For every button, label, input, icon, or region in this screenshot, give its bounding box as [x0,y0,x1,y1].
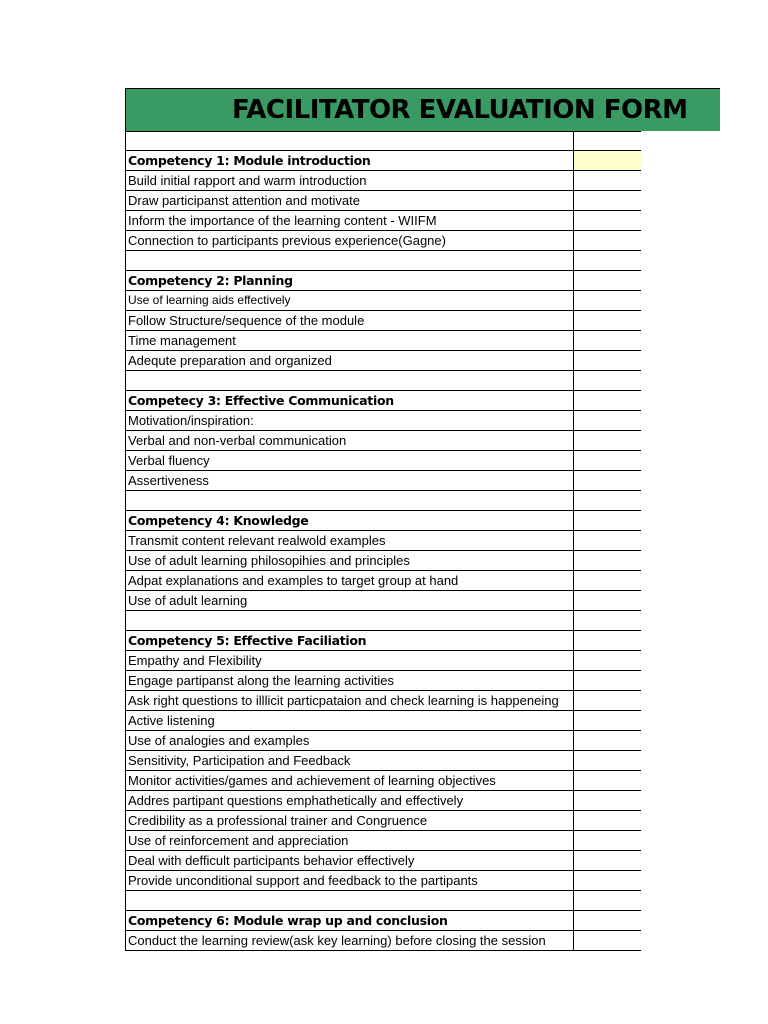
criterion-text: Time management [128,333,236,348]
criterion-label-cell [126,671,574,690]
criterion-text: Engage partipanst along the learning activities [128,673,394,688]
criterion-text: Build initial rapport and warm introduction [128,173,367,188]
criterion-text: Use of learning aids effectively [128,293,291,307]
criterion-text: Ask right questions to illlicit particpataion and check learning is happeneing [128,693,559,708]
criterion-label-cell [126,731,574,750]
competency-heading-row [126,151,641,171]
competency-title: Competency 6: Module wrap up and conclusion [128,913,448,928]
score-cell[interactable] [574,551,641,570]
criterion-row [126,731,641,751]
criterion-label-cell [126,811,574,830]
score-cell[interactable] [574,831,641,850]
score-cell[interactable] [574,391,641,410]
criterion-text: Conduct the learning review(ask key learning) before closing the session [128,933,546,948]
criterion-text: Use of analogies and examples [128,733,310,748]
score-cell[interactable] [574,431,641,450]
criterion-text: Follow Structure/sequence of the module [128,313,365,328]
criterion-label-cell [126,931,574,950]
score-cell[interactable] [574,871,641,890]
criterion-row [126,171,641,191]
score-cell[interactable] [574,471,641,490]
criterion-label-cell [126,191,574,210]
score-cell[interactable] [574,251,641,270]
criterion-row [126,451,641,471]
score-cell[interactable] [574,291,641,310]
score-cell[interactable] [574,491,641,510]
score-cell[interactable] [574,751,641,770]
criterion-text: Empathy and Flexibility [128,653,262,668]
criterion-label-cell [126,531,574,550]
criterion-label-cell [126,711,574,730]
criterion-text: Deal with defficult participants behavior effectively [128,853,415,868]
score-cell[interactable] [574,631,641,650]
criterion-text: Verbal and non-verbal communication [128,433,347,448]
score-cell[interactable] [574,371,641,390]
competency-heading-row [126,911,641,931]
criterion-text: Adequte preparation and organized [128,353,332,368]
form-title: FACILITATOR EVALUATION FORM [232,95,688,125]
criterion-text: Connection to participants previous experience(Gagne) [128,233,446,248]
score-cell[interactable] [574,591,641,610]
criterion-label-cell [126,891,574,910]
criterion-text: Verbal fluency [128,453,210,468]
score-cell[interactable] [574,132,641,150]
blank-row [126,251,641,271]
criterion-row [126,811,641,831]
title-header-band [125,88,720,131]
criterion-label-cell [126,611,574,630]
score-cell[interactable] [574,731,641,750]
criterion-text: Use of adult learning [128,593,248,608]
criterion-label-cell [126,451,574,470]
criterion-label-cell [126,751,574,770]
score-cell[interactable] [574,771,641,790]
score-cell[interactable] [574,851,641,870]
criterion-text: Provide unconditional support and feedback to the partipants [128,873,478,888]
competency-title: Competency 4: Knowledge [128,513,309,528]
criterion-text: Addres partipant questions emphathetically and effectively [128,793,464,808]
score-cell[interactable] [574,271,641,290]
criterion-row [126,851,641,871]
blank-row [126,611,641,631]
criterion-row [126,311,641,331]
criterion-row [126,691,641,711]
criterion-text: Inform the importance of the learning content - WIIFM [128,213,437,228]
competency-heading-row [126,631,641,651]
competency-heading-cell [126,911,574,930]
criterion-row [126,191,641,211]
criterion-row [126,711,641,731]
criterion-row [126,571,641,591]
blank-row [126,491,641,511]
criterion-row [126,591,641,611]
score-cell[interactable] [574,671,641,690]
criterion-row [126,211,641,231]
criterion-row [126,471,641,491]
blank-row [126,131,641,151]
criterion-label-cell [126,691,574,710]
criterion-row [126,551,641,571]
competency-heading-cell [126,151,574,170]
criterion-text: Draw participanst attention and motivate [128,193,360,208]
criterion-row [126,651,641,671]
score-cell[interactable] [574,451,641,470]
criterion-label-cell [126,351,574,370]
criterion-label-cell [126,791,574,810]
criterion-row [126,771,641,791]
score-cell[interactable] [574,651,641,670]
blank-row [126,371,641,391]
criterion-row [126,351,641,371]
criterion-label-cell [126,871,574,890]
criterion-row [126,671,641,691]
score-cell[interactable] [574,791,641,810]
competency-heading-cell [126,391,574,410]
criterion-text: Assertiveness [128,473,209,488]
criterion-label-cell [126,491,574,510]
criterion-row [126,931,641,951]
score-cell[interactable] [574,811,641,830]
score-cell[interactable] [574,911,641,930]
score-cell[interactable] [574,931,641,950]
score-cell[interactable] [574,571,641,590]
competency-heading-row [126,391,641,411]
criterion-row [126,831,641,851]
score-cell[interactable] [574,331,641,350]
criterion-label-cell [126,251,574,270]
criterion-text: Use of adult learning philosopihies and principles [128,553,410,568]
competency-heading-row [126,511,641,531]
criterion-label-cell [126,851,574,870]
evaluation-table [125,131,641,951]
score-cell[interactable] [574,511,641,530]
criterion-row [126,431,641,451]
criterion-text: Adpat explanations and examples to target group at hand [128,573,459,588]
score-cell[interactable] [574,311,641,330]
criterion-label-cell [126,411,574,430]
score-cell[interactable] [574,411,641,430]
criterion-label-cell [126,771,574,790]
criterion-row [126,331,641,351]
criterion-label-cell [126,171,574,190]
competency-heading-cell [126,631,574,650]
competency-heading-cell [126,271,574,290]
criterion-row [126,291,641,311]
score-cell[interactable] [574,151,641,170]
criterion-text: Active listening [128,713,215,728]
score-cell[interactable] [574,891,641,910]
criterion-label-cell [126,231,574,250]
score-cell[interactable] [574,171,641,190]
criterion-label-cell [126,591,574,610]
criterion-label-cell [126,571,574,590]
competency-title: Competency 5: Effective Faciliation [128,633,367,648]
score-cell[interactable] [574,191,641,210]
score-cell[interactable] [574,711,641,730]
score-cell[interactable] [574,351,641,370]
competency-title: Competecy 3: Effective Communication [128,393,394,408]
criterion-row [126,531,641,551]
criterion-text: Monitor activities/games and achievement of learning objectives [128,773,496,788]
criterion-text: Use of reinforcement and appreciation [128,833,349,848]
competency-title: Competency 2: Planning [128,273,293,288]
blank-row [126,891,641,911]
criterion-label-cell [126,431,574,450]
criterion-row [126,791,641,811]
criterion-label-cell [126,831,574,850]
criterion-label-cell [126,132,574,150]
criterion-label-cell [126,311,574,330]
competency-heading-row [126,271,641,291]
criterion-row [126,231,641,251]
criterion-label-cell [126,291,574,310]
criterion-label-cell [126,331,574,350]
score-cell[interactable] [574,531,641,550]
criterion-row [126,411,641,431]
criterion-row [126,751,641,771]
criterion-label-cell [126,651,574,670]
score-cell[interactable] [574,611,641,630]
score-cell[interactable] [574,211,641,230]
score-cell[interactable] [574,691,641,710]
criterion-text: Credibility as a professional trainer and Congruence [128,813,428,828]
criterion-row [126,871,641,891]
criterion-text: Sensitivity, Participation and Feedback [128,753,351,768]
competency-heading-cell [126,511,574,530]
score-cell[interactable] [574,231,641,250]
criterion-label-cell [126,471,574,490]
criterion-text: Motivation/inspiration: [128,413,254,428]
criterion-label-cell [126,211,574,230]
criterion-label-cell [126,551,574,570]
criterion-label-cell [126,371,574,390]
criterion-text: Transmit content relevant realwold examples [128,533,386,548]
competency-title: Competency 1: Module introduction [128,153,371,168]
